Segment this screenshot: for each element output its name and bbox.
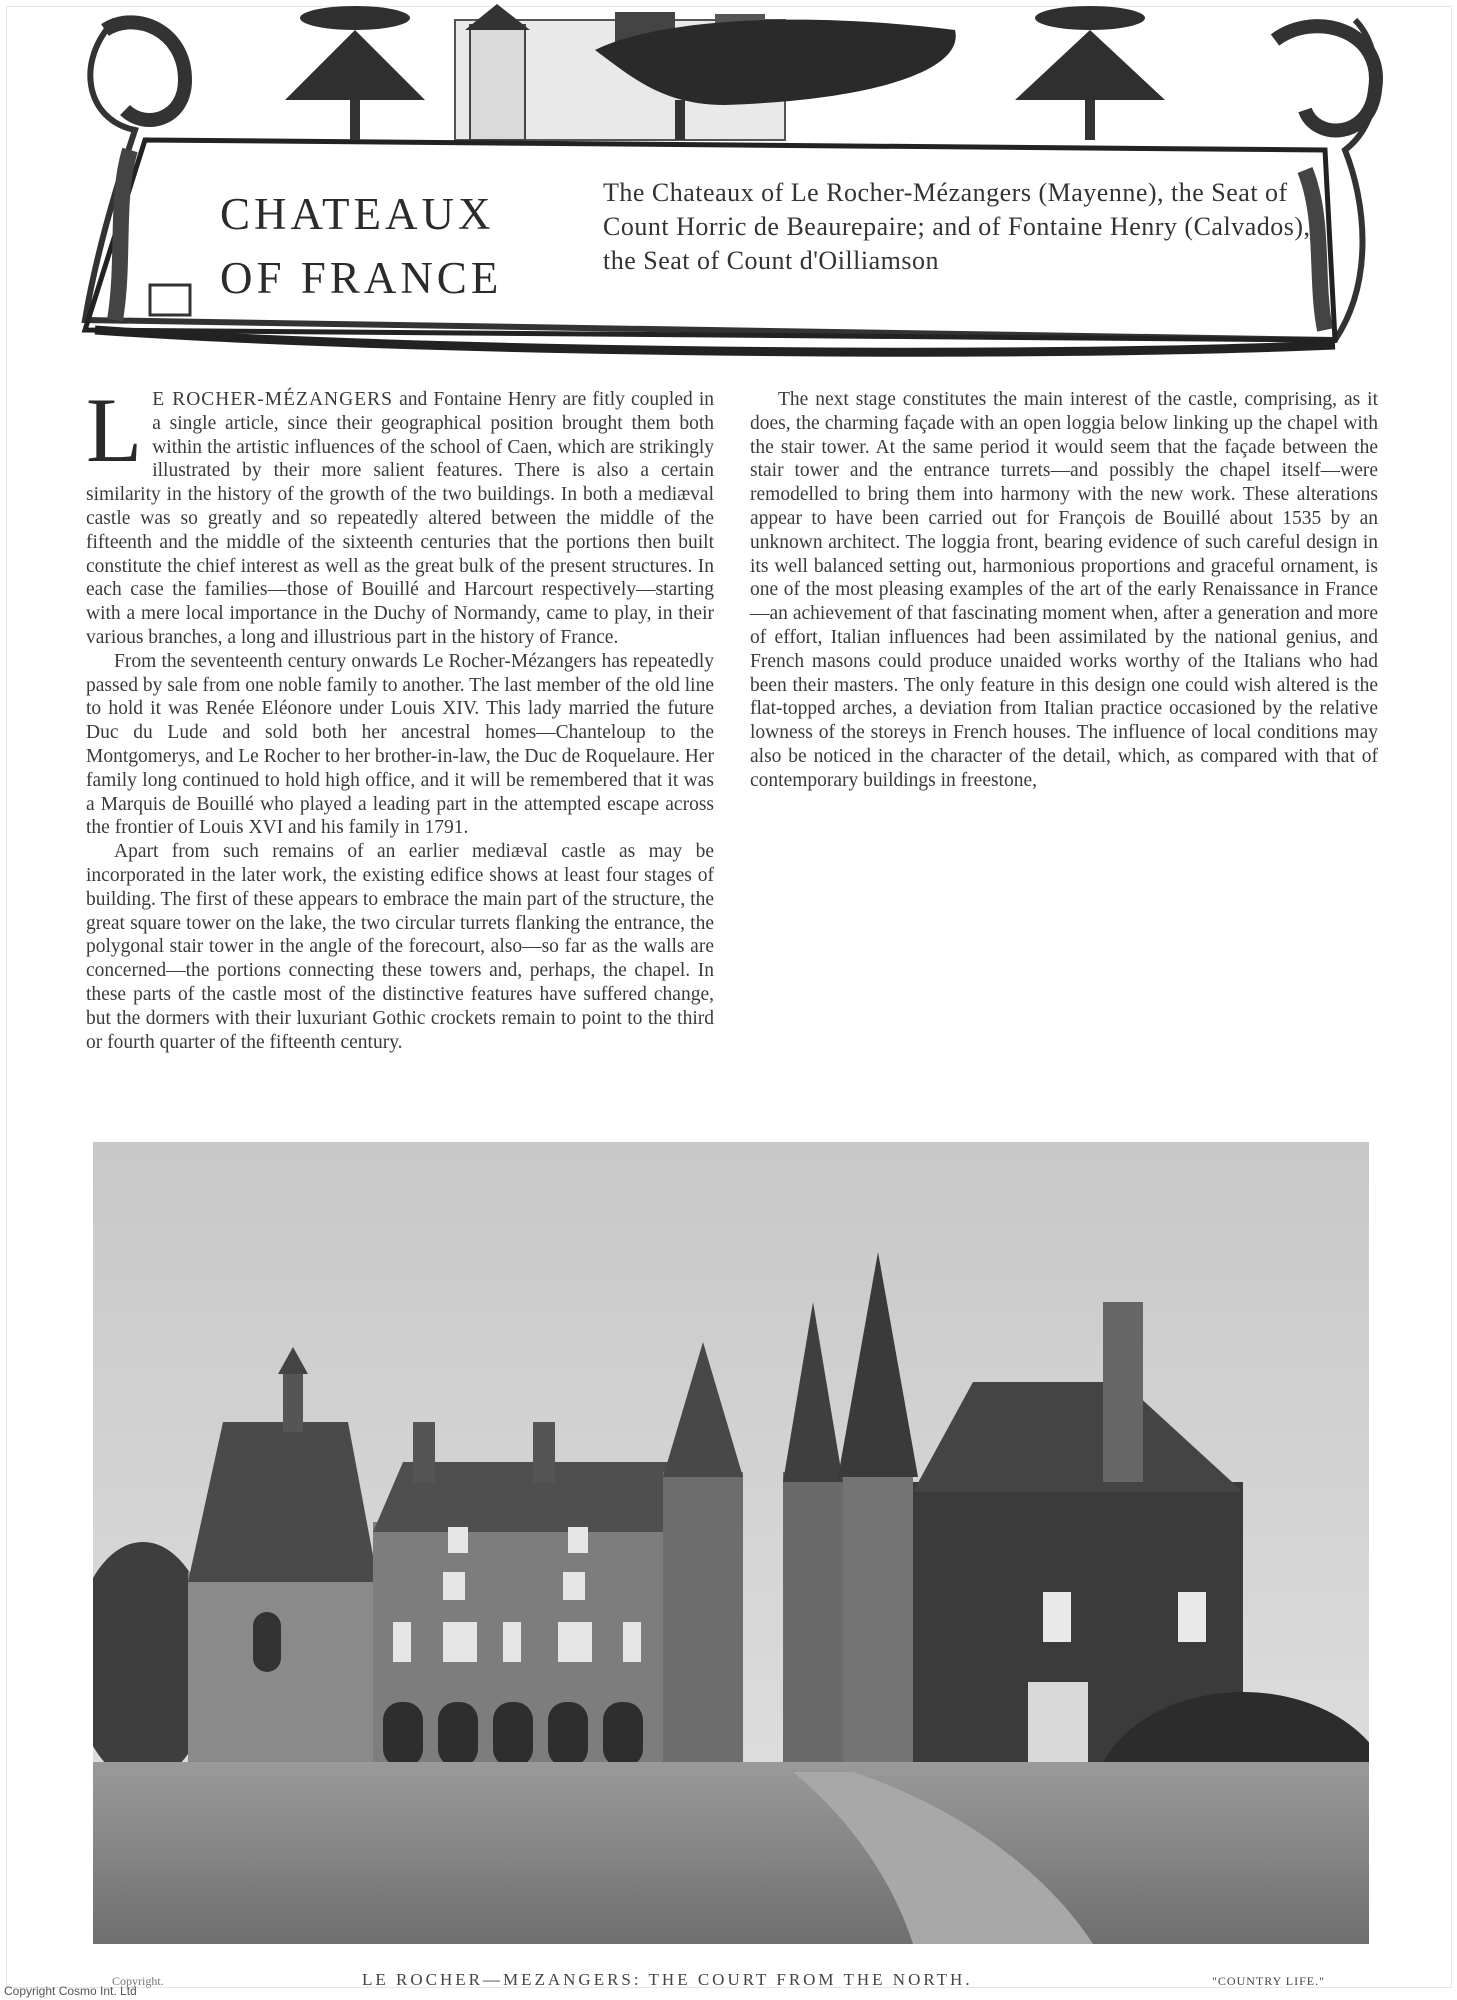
paragraph-2: From the seventeenth century onwards Le Rocher-Mézangers has repeatedly passed by sale from one noble family to another. The last member of the old line to hold it was Renée Eléonore under Louis XIV. This lady married the future Duc du Lude and sold both her ancestral homes—Chanteloup to the Montgomerys, and Le Rocher to her brother-in-law, the Duc de Roquelaure. Her family long continued to hold high office, and it will be remembered that it was a Marquis de Bouillé who played a leading part in the attempted escape across the frontier of Louis XVI and his family in 1791. [86, 650, 714, 839]
paragraph-3: Apart from such remains of an earlier mediæval castle as may be incorporated in the later work, the existing edifice shows at least four stages of building. The first of these appears to embrace the main part of the structure, the great square tower on the lake, the two circular turrets flanking the entrance, the polygonal stair tower in the angle of the forecourt, also—so far as the walls are concerned—the portions connecting these towers and, perhaps, the chapel. In these parts of the castle most of the distinctive features have suffered change, but the dormers with their luxuriant Gothic crockets remain to point to the third or fourth quarter of the fifteenth century. [86, 841, 714, 1053]
chateau-photo-illustration [93, 1142, 1369, 1944]
paragraph-1-text: and Fontaine Henry are fitly coupled in a single article, since their geographical position brought them both within the artistic influences of the school of Caen, which are strikingly illustrated by their more salient features. There is also a certain similarity in the history of the growth of the two buildings. In both a mediæval castle was so greatly and so repeatedly altered between the middle of the fifteenth and the middle of the sixteenth centuries that the portions then built constitute the chief interest as well as the great bulk of the present structures. In each case the families—those of Bouillé and Harcourt respectively—starting with a mere local importance in the Duchy of Normandy, came to play, in their various branches, a long and illustrious part in the history of France. [86, 389, 715, 648]
photo-copyright: Copyright. [112, 1974, 164, 1988]
chateau-photograph [93, 1142, 1369, 1944]
decorative-header-banner [75, 0, 1395, 360]
text-column-right [750, 388, 1378, 793]
title-line-1: CHATEAUX [220, 189, 495, 239]
lead-caps: E ROCHER-MÉZANGERS [152, 389, 393, 410]
text-column-left [86, 379, 715, 1054]
paragraph-1 [86, 379, 715, 650]
title-line-2: OF FRANCE [220, 253, 503, 303]
watermark: Copyright Cosmo Int. Ltd [4, 1984, 137, 1998]
photo-credit: "COUNTRY LIFE." [1212, 1974, 1326, 1988]
article-subtitle: The Chateaux of Le Rocher-Mézangers (Mayenne), the Seat of Count Horric de Beaurepaire; and of Fontaine Henry (Calvados), the Seat of Count d'Oilliamson [603, 178, 1311, 275]
photo-caption: LE ROCHER—MEZANGERS: THE COURT FROM THE NORTH. [362, 1970, 973, 1989]
paragraph-4: The next stage constitutes the main interest of the castle, comprising, as it does, the charming façade with an open loggia below linking up the chapel with the stair tower. At the same period it would seem that the façade between the stair tower and the entrance turrets—and possibly the chapel itself—were remodelled to bring them into harmony with the new work. These alterations appear to have been carried out for François de Bouillé about 1535 by an unknown architect. The loggia front, bearing evidence of such careful design in its well balanced setting out, harmonious proportions and graceful ornament, is one of the most pleasing examples of the art of the early Renaissance in France—an achievement of that fascinating moment when, after a generation and more of effort, Italian influences had been assimilated by the national genius, and French masons could produce unaided works worthy of the Italians who had been their masters. The only feature in this design one could wish altered is the flat-topped arches, a deviation from Italian practice occasioned by the relative lowness of the storeys in French houses. The influence of local conditions may also be noticed in the character of the detail, which, as compared with that of contemporary buildings in freestone, [750, 389, 1378, 791]
drop-cap: L [86, 379, 143, 481]
photo-caption-bar [0, 1968, 1457, 1990]
article-title [220, 182, 550, 310]
